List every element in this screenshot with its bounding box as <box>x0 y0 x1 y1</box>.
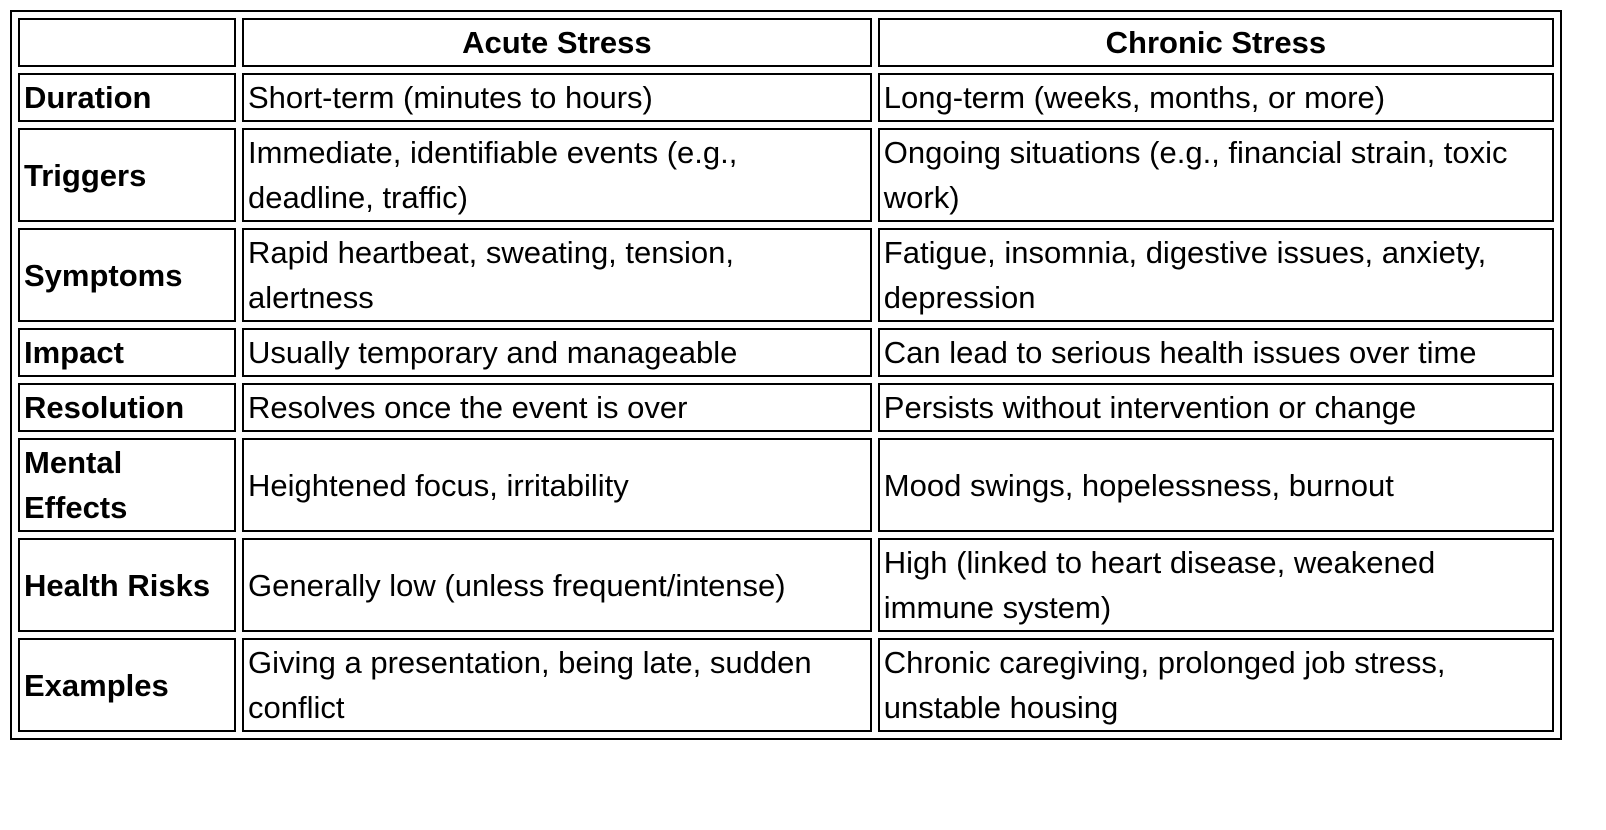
row-label-triggers: Triggers <box>18 128 236 222</box>
table-row <box>18 73 1554 122</box>
acute-cell-duration: Short-term (minutes to hours) <box>242 73 872 122</box>
chronic-cell-health-risks: High (linked to heart disease, weakened immune system) <box>878 538 1554 632</box>
acute-cell-triggers: Immediate, identifiable events (e.g., deadline, traffic) <box>242 128 872 222</box>
header-acute-stress: Acute Stress <box>242 18 872 67</box>
acute-cell-mental-effects: Heightened focus, irritability <box>242 438 872 532</box>
chronic-cell-symptoms: Fatigue, insomnia, digestive issues, anxiety, depression <box>878 228 1554 322</box>
chronic-cell-triggers: Ongoing situations (e.g., financial strain, toxic work) <box>878 128 1554 222</box>
table-row <box>18 383 1554 432</box>
table-row <box>18 228 1554 322</box>
row-label-examples: Examples <box>18 638 236 732</box>
header-row <box>18 18 1554 67</box>
table-row <box>18 638 1554 732</box>
table-row <box>18 328 1554 377</box>
chronic-cell-mental-effects: Mood swings, hopelessness, burnout <box>878 438 1554 532</box>
row-label-impact: Impact <box>18 328 236 377</box>
comparison-table-container <box>10 10 1562 740</box>
acute-cell-examples: Giving a presentation, being late, sudden conflict <box>242 638 872 732</box>
acute-cell-symptoms: Rapid heartbeat, sweating, tension, alertness <box>242 228 872 322</box>
row-label-health-risks: Health Risks <box>18 538 236 632</box>
chronic-cell-examples: Chronic caregiving, prolonged job stress, unstable housing <box>878 638 1554 732</box>
acute-cell-impact: Usually temporary and manageable <box>242 328 872 377</box>
table-row <box>18 538 1554 632</box>
acute-cell-health-risks: Generally low (unless frequent/intense) <box>242 538 872 632</box>
table-row <box>18 438 1554 532</box>
table-row <box>18 128 1554 222</box>
row-label-resolution: Resolution <box>18 383 236 432</box>
header-chronic-stress: Chronic Stress <box>878 18 1554 67</box>
chronic-cell-resolution: Persists without intervention or change <box>878 383 1554 432</box>
row-label-symptoms: Symptoms <box>18 228 236 322</box>
row-label-duration: Duration <box>18 73 236 122</box>
chronic-cell-impact: Can lead to serious health issues over time <box>878 328 1554 377</box>
stress-comparison-table <box>10 10 1562 740</box>
row-label-mental-effects: Mental Effects <box>18 438 236 532</box>
header-empty-cell <box>18 18 236 67</box>
acute-cell-resolution: Resolves once the event is over <box>242 383 872 432</box>
chronic-cell-duration: Long-term (weeks, months, or more) <box>878 73 1554 122</box>
